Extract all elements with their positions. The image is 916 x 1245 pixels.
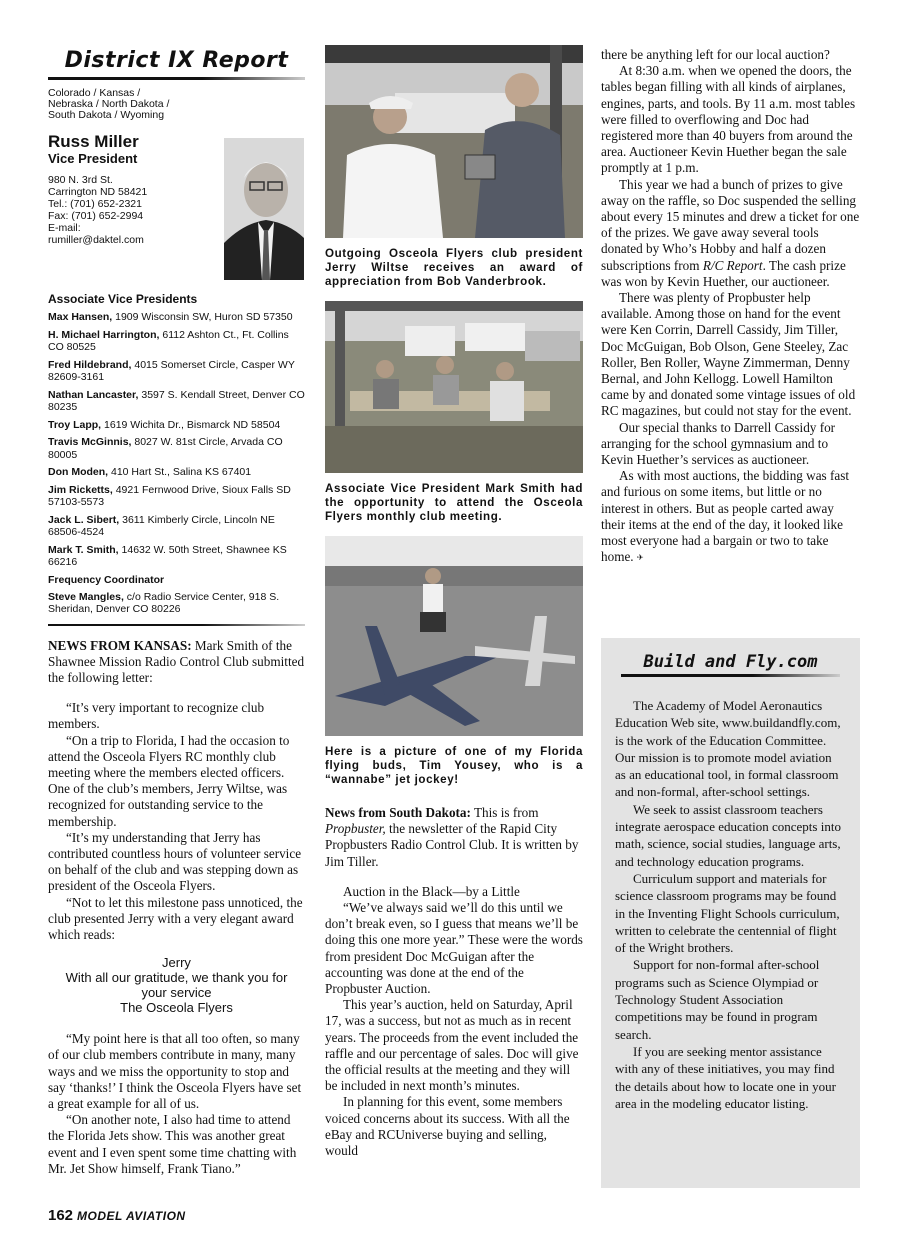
paragraph-text: As with most auctions, the bidding was fast and furious on some items, but little or no interest in others. But as people carted away their items at the end of the day, it looked like most everyone had a bargain or two to take home. [601, 468, 850, 565]
associate-entry [48, 311, 305, 324]
associate-entry [48, 419, 305, 432]
jet-photo [325, 536, 583, 736]
associate-entry [48, 329, 305, 354]
paragraph: Support for non-formal after-school programs such as Science Olympiad or Technology Student Association competitions may be found in program search. [615, 957, 820, 1042]
award-photo [325, 45, 583, 238]
email-line: rumiller@daktel.com [48, 234, 144, 246]
subheading: Auction in the Black—by a Little [343, 883, 520, 899]
associate-name: Don Moden, [48, 466, 109, 478]
associate-address: 410 Hart St., Salina KS 67401 [111, 466, 252, 478]
associate-address: 6112 Ashton Ct., Ft. Collins CO 80525 [48, 328, 289, 353]
end-of-article-icon: ✈ [636, 553, 644, 563]
column-left [48, 40, 305, 1177]
paragraph: Our special thanks to Darrell Cassidy for arranging for the school gymnasium and to Kevin Huether’s services as auctioneer. [601, 419, 836, 468]
page-number: 162 [48, 1207, 74, 1224]
associate-address: 4921 Fernwood Drive, Sioux Falls SD 57103-5573 [48, 483, 291, 508]
paragraph [601, 468, 860, 566]
award-line: With all our gratitude, we thank you for [65, 970, 288, 986]
award-inscription [48, 955, 305, 1015]
associate-entry [48, 389, 305, 414]
magazine-name: MODEL AVIATION [77, 1209, 186, 1223]
associate-name: Jim Ricketts, [48, 483, 113, 496]
vp-portrait-photo [224, 138, 304, 280]
associate-entry [48, 359, 305, 384]
title-rule [48, 77, 305, 80]
paragraph: At 8:30 a.m. when we opened the doors, the tables began filling with all kinds of airplanes, engines, parts, and tools. By 11 a.m. most tables were filled to overflowing and Doc had registered more than 40 buyers from around the area. Auctioneer Kevin Huether began the sale promptly at 1 p.m. [601, 63, 856, 176]
officer-block [48, 87, 305, 246]
photo-caption: Associate Vice President Mark Smith had the opportunity to attend the Osceola Flyers monthly club meeting. [325, 482, 583, 523]
associate-address: 1909 Wisconsin SW, Huron SD 57350 [115, 311, 293, 323]
vp-name: Russ Miller [48, 132, 139, 151]
associate-name: Travis McGinnis, [48, 436, 132, 448]
paragraph: “We’ve always said we’ll do this until we don’t break even, so I guess that means we’ll be doing this one more year.” These were the words from president Doc McGuigan after the accounting was done at the end of the Propbuster Auction. [325, 900, 583, 997]
column-right [601, 47, 860, 566]
award-line: your service [141, 985, 212, 1001]
associate-address: 4015 Somerset Circle, Casper WY 82609-3161 [48, 358, 295, 383]
paragraph: We seek to assist classroom teachers integrate aerospace education concepts into math, science, social studies, language arts, and technology education programs. [615, 801, 841, 869]
associate-address: 14632 W. 50th Street, Shawnee KS 66216 [48, 543, 287, 568]
paragraph: “On a trip to Florida, I had the occasion to attend the Osceola Flyers RC monthly club meeting where the members elected officers. One of the club’s members, Jerry Wiltse, was recognized for outstanding service to the membership. [48, 732, 290, 829]
paragraph: Curriculum support and materials for science classroom programs may be found in the Inventing Flight Schools curriculum, written to celebrate the centennial of flight of the Wright brothers. [615, 870, 840, 956]
paragraph [601, 177, 860, 290]
address-line: Tel.: (701) 652-2321 [48, 198, 142, 210]
address-line: Carrington ND 58421 [48, 186, 148, 198]
paragraph: This year’s auction, held on Saturday, April 17, was a success, but not as much as in recent years. The proceeds from the event included the raffle and our percentage of sales. Doc will give the official results at the meeting and they will be included in next month’s minutes. [325, 997, 579, 1094]
south-dakota-news [325, 805, 583, 1159]
associate-name: Fred Hildebrand, [48, 358, 132, 371]
address-line: E-mail: [48, 222, 81, 234]
address-line: 980 N. 3rd St. [48, 174, 113, 186]
associate-name: Nathan Lancaster, [48, 388, 139, 401]
paragraph: “On another note, I also had time to attend the Florida Jets show. This was another great event and I even spent some time chatting with Mr. Jet Show himself, Frank Tiano.” [48, 1112, 297, 1176]
associate-name: Mark T. Smith, [48, 543, 119, 556]
section-rule [48, 624, 305, 626]
paragraph: “My point here is that all too often, so many of our club members contribute in many, many ways and we miss the opportunity to stop and say ‘thanks!’ I think the Osceola Flyers have set a great example for all of us. [48, 1031, 302, 1111]
associate-address: 3611 Kimberly Circle, Lincoln NE 68506-4524 [48, 513, 275, 538]
sd-lead: News from South Dakota: [325, 805, 471, 820]
associates-heading: Associate Vice Presidents [48, 292, 198, 306]
sd-intro-text: the newsletter of the Rapid City Propbusters Radio Control Club. It is written by Jim Tiller. [325, 821, 579, 869]
frequency-entry [48, 591, 305, 616]
paragraph: If you are seeking mentor assistance with any of these initiatives, you may find the details about how to locate one in your area in the modeling educator listing. [615, 1043, 836, 1111]
associate-address: 3597 S. Kendall Street, Denver CO 80235 [48, 388, 305, 413]
sidebar-title: Build and Fly.com [643, 652, 818, 672]
paragraph: “It’s my understanding that Jerry has contributed countless hours of volunteer service on behalf of the club and was stepping down as president of the Osceola Flyers. [48, 829, 302, 894]
photo-caption: Outgoing Osceola Flyers club president Jerry Wiltse receives an award of appreciation from Bob Vanderbrook. [325, 247, 583, 288]
associate-name: Jack L. Sibert, [48, 513, 120, 526]
photo-caption: Here is a picture of one of my Florida flying buds, Tim Yousey, who is a “wannabe” jet jockey! [325, 745, 583, 786]
meeting-photo [325, 301, 583, 473]
associate-entry [48, 514, 305, 539]
associate-name: H. Michael Harrington, [48, 328, 160, 341]
associate-address: 8027 W. 81st Circle, Arvada CO 80005 [48, 436, 283, 461]
sidebar-rule [621, 674, 840, 677]
kansas-lead: NEWS FROM KANSAS: [48, 637, 192, 653]
associate-name: Max Hansen, [48, 311, 113, 323]
award-line: Jerry [162, 955, 191, 971]
paragraph: “Not to let this milestone pass unnoticed, the club presented Jerry with a very elegant award which reads: [48, 894, 303, 942]
vp-title: Vice President [48, 151, 138, 166]
paragraph: There was plenty of Propbuster help available. Among those on hand for the event were Ken Corrin, Darrell Cassidy, Jim Tiller, Doc McGuigan, Bob Olson, Gene Steeley, Zac Roller, Ben Roller, Wayne Zimmerman, Denny Bernal, and John Kellogg. Lowell Hamilton came by and donated some vintage issues of old RC magazines, but could not stay for the event. [601, 290, 856, 419]
column-middle [325, 45, 583, 1159]
paragraph: “It’s very important to recognize club members. [48, 700, 265, 732]
paragraph-text: This year we had a bunch of prizes to give away on the raffle, so Doc suspended the selling about every 15 minutes and drew a ticket for one of the prizes. We gave away several tools donated by Who’s Hobby and half a dozen subscriptions from [601, 176, 860, 273]
paragraph: The Academy of Model Aeronautics Education Web site, www.buildandfly.com, is the work of the Education Committee. Our mission is to promote model aviation as an educational tool, in formal classroom and non-formal, after-school settings. [615, 698, 841, 800]
kansas-intro: Mark Smith of the Shawnee Mission Radio Control Club submitted the following letter: [48, 637, 305, 685]
frequency-heading: Frequency Coordinator [48, 573, 165, 586]
paragraph-text: . The cash prize was won by Kevin Huether, our auctioneer. [601, 257, 846, 289]
frequency-name: Steve Mangles, [48, 590, 124, 603]
frequency-address: c/o Radio Service Center, 918 S. Sheridan, Denver CO 80226 [48, 590, 280, 615]
district-title: District IX Report [64, 48, 289, 73]
sd-intro-text: This is from [473, 805, 539, 820]
paragraph: In planning for this event, some members voiced concerns about its success. With all the eBay and RCUniverse buying and selling, would [325, 1094, 570, 1159]
associate-address: 1619 Wichita Dr., Bismarck ND 58504 [104, 418, 281, 431]
south-dakota-continued [601, 47, 860, 566]
publication-title: R/C Report [702, 257, 763, 273]
associate-name: Troy Lapp, [48, 418, 102, 431]
associate-entry [48, 466, 305, 479]
page-footer [48, 1207, 186, 1224]
associate-entry [48, 484, 305, 509]
award-line: The Osceola Flyers [120, 1000, 233, 1016]
kansas-news [48, 638, 305, 1177]
district-states: Colorado / Kansas / Nebraska / North Dakota / South Dakota / Wyoming [48, 87, 170, 121]
associate-entry [48, 436, 305, 461]
sidebar-build-and-fly [601, 638, 860, 1188]
address-line: Fax: (701) 652-2994 [48, 210, 144, 222]
paragraph: there be anything left for our local auction? [601, 47, 830, 62]
sidebar-body [601, 697, 860, 1112]
associate-entry [48, 544, 305, 569]
publication-title: Propbuster, [325, 821, 386, 837]
